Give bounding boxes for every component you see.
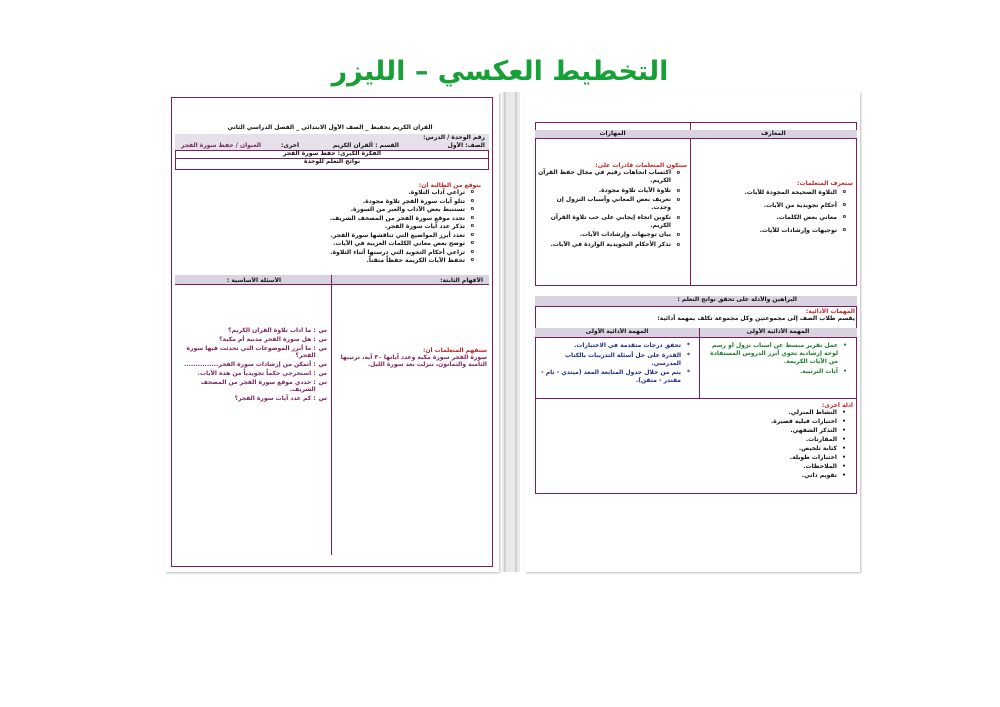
section-label: القسم : القرآن الكريم bbox=[332, 142, 399, 149]
skill-item: o تذكر الأحكام التجويدية الواردة في الآيات. bbox=[537, 241, 677, 249]
question-text: : حددي موقع سورة الفجر من المصحف الشريف. bbox=[200, 379, 316, 393]
understandings-block bbox=[337, 347, 487, 387]
skills-title: ستكون المتعلمات قادرات على: bbox=[595, 162, 687, 169]
question-item bbox=[179, 395, 327, 402]
other-label: أخرى: bbox=[280, 142, 299, 149]
knowledge-block bbox=[693, 180, 853, 280]
expectation-item: o توضح بعض معاني الكلمات الغريبة في الآيات. bbox=[265, 240, 471, 247]
skill-item: o تعريف بعض المعاني وأسباب النزول إن وجدت. bbox=[537, 196, 677, 212]
expectation-item: o تذكر عدد آيات سورة الفجر. bbox=[265, 223, 471, 230]
understand-text: سورة الفجر سورة مكية وعدد آياتها ٣٠ آية، ترتيبها الثامنة والثمانون، تنزلت بعد سورة الليل. bbox=[340, 354, 487, 368]
tasks-intro bbox=[537, 308, 855, 328]
expectations-title: يتوقع من الطالبة أن: bbox=[418, 182, 481, 189]
col-understandings: الأفهام الثابتة: bbox=[440, 277, 483, 284]
knowledge-item: o أحكام تجويدية من الآيات. bbox=[693, 200, 843, 211]
task2-header: المهمة الأدائية الأولى bbox=[535, 328, 699, 337]
other-evidence-block bbox=[705, 402, 853, 492]
question-item bbox=[179, 327, 327, 334]
skill-item: o تكوين اتجاه إيجابي على حب تلاوة القرآن الكريم. bbox=[537, 214, 677, 230]
knowledge-title: ستعرف المتعلمات: bbox=[797, 180, 853, 187]
unit-no: رقم الوحدة / الدرس: bbox=[423, 134, 485, 141]
expectations-block bbox=[265, 182, 481, 282]
skills-list bbox=[537, 169, 687, 249]
task1-item: • آيات الترتيبة. bbox=[702, 368, 844, 376]
question-text: : ما آداب تلاوة القرآن الكريم؟ bbox=[228, 327, 316, 334]
other-evidence-item: • المقارنات. bbox=[705, 436, 843, 444]
task2-block bbox=[537, 342, 697, 397]
question-marker: س bbox=[318, 336, 327, 343]
expectation-item: o تعدد أبرز المواضيع التي تناقشها سورة الفجر. bbox=[265, 232, 471, 239]
right-sheet bbox=[525, 92, 860, 572]
task2-list bbox=[537, 342, 697, 385]
expectation-item: o تراعي آداب التلاوة. bbox=[265, 189, 471, 196]
question-marker: س bbox=[318, 379, 327, 386]
col-skills: المهارات bbox=[535, 130, 690, 138]
questions-block bbox=[179, 327, 327, 437]
info-row-2 bbox=[175, 142, 489, 150]
question-marker: س bbox=[318, 327, 327, 334]
question-item bbox=[179, 379, 327, 393]
question-marker: س bbox=[318, 345, 327, 352]
other-evidence-item: • تقويم ذاتي. bbox=[705, 472, 843, 480]
other-evidence-item: • اختبارات طويلة. bbox=[705, 454, 843, 462]
expectations-list bbox=[265, 189, 481, 264]
other-evidence-item: • النشاط المنزلي. bbox=[705, 409, 843, 417]
page-gutter bbox=[502, 92, 520, 572]
question-marker: س bbox=[318, 395, 327, 402]
question-item bbox=[179, 336, 327, 343]
other-title: أدلة أخرى: bbox=[821, 402, 853, 409]
task1-item: • عمل تقرير مبسط عن أسباب نزول أو رسم لوحة إرشادية تحوي أبرز الدروس المستفادة من الآيات الكريمة. bbox=[702, 342, 844, 366]
unit-outcomes: نواتج التعلم للوحدة bbox=[304, 158, 360, 165]
understand-title: ستفهم المتعلمات أن: bbox=[422, 347, 487, 354]
lesson-title: العنوان / حفظ سورة الفجر bbox=[181, 142, 262, 149]
tasks-title: المهمات الأدائية: bbox=[805, 308, 855, 315]
question-text: : كم عدد آيات سورة الفجر؟ bbox=[234, 395, 316, 402]
expectation-item: o تستنبط بعض الآداب والعبر من السورة. bbox=[265, 206, 471, 213]
expectation-item: o تراعي أحكام التجويد التي درستها أثناء التلاوة. bbox=[265, 249, 471, 256]
question-item bbox=[179, 345, 327, 359]
task2-item: * يتم من خلال جدول المتابعة المعد (ميتدي - نام - مقتدر - متقن). bbox=[537, 369, 687, 385]
info-row-1 bbox=[175, 134, 489, 142]
col-knowledge: المعارف bbox=[690, 130, 857, 138]
question-text: : هل سورة الفجر مدنية أم مكية؟ bbox=[219, 336, 316, 343]
task2-item: * القدرة على حل أسئلة التدريبات بالكتاب المدرسي. bbox=[537, 352, 687, 368]
task1-block bbox=[702, 342, 854, 397]
skill-item: o تلاوة الآيات تلاوة مجودة. bbox=[537, 187, 677, 195]
col-questions: الأسئلة الأساسية : bbox=[226, 277, 282, 284]
expectation-item: o تتلو آيات سورة الفجر تلاوة مجودة. bbox=[265, 198, 471, 205]
question-item bbox=[179, 361, 327, 368]
task1-header: المهمة الأدائية الأولى bbox=[699, 328, 857, 337]
question-text: : ما أبرز الموضوعات التي تحدثت فيها سورة الفجر؟ bbox=[186, 345, 316, 359]
knowledge-list bbox=[693, 187, 853, 236]
task1-list bbox=[702, 342, 854, 376]
grade-label: الصف: الأول bbox=[447, 142, 485, 149]
page-title: التخطيط العكسي – الليزر bbox=[331, 56, 669, 87]
knowledge-item: o التلاوة الصحيحة المجودة للآيات. bbox=[693, 187, 843, 198]
left-sheet bbox=[165, 92, 499, 572]
expectation-item: o تحدد موقع سورة الفجر من المصحف الشريف. bbox=[265, 215, 471, 222]
header-line: القرآن الكريم تحفيظ _ الصف الأول الابتدائي _ الفصل الدراسي الثاني bbox=[227, 124, 433, 131]
task2-item: * تحقق درجات متقدمة في الاختبارات. bbox=[537, 342, 687, 350]
knowledge-item: o معاني بعض الكلمات. bbox=[693, 212, 843, 223]
evidence-header: البراهين والأدلة على تحقق نواتج التعلم : bbox=[535, 296, 857, 306]
other-evidence-item: • كتابة تلخيص. bbox=[705, 445, 843, 453]
question-item bbox=[179, 370, 327, 377]
skill-item: o اكتساب اتجاهات رقيم في مجال حفظ القرآن الكريم. bbox=[537, 169, 677, 185]
other-evidence-item: • اختبارات قبلية قصيرة. bbox=[705, 418, 843, 426]
expectation-item: o تحفظ الآيات الكريمة حفظاً متقناً. bbox=[265, 257, 471, 264]
big-idea: الفكرة الكبرى: حفظ سورة الفجر bbox=[282, 150, 382, 157]
knowledge-item: o توجيهات وإرشادات للآيات. bbox=[693, 225, 843, 236]
question-text: : استخرجي حكماً تجويدياً من هذه الآيات. bbox=[197, 370, 316, 377]
other-evidence-item: • الملاحظات. bbox=[705, 463, 843, 471]
question-marker: س bbox=[318, 370, 327, 377]
question-marker: س bbox=[318, 361, 327, 368]
other-evidence-list bbox=[705, 409, 853, 480]
other-evidence-item: • التذكر الشفهي. bbox=[705, 427, 843, 435]
skill-item: o بيان توجيهات وإرشادات الآيات. bbox=[537, 231, 677, 239]
tasks-desc: يقسم طلاب الصف إلى مجموعتين وكل مجموعة تكلف بمهمة أدائية: bbox=[657, 315, 855, 322]
skills-block bbox=[537, 162, 687, 280]
question-text: : أتمكن من إرشادات سورة الفجر............... bbox=[184, 361, 316, 368]
